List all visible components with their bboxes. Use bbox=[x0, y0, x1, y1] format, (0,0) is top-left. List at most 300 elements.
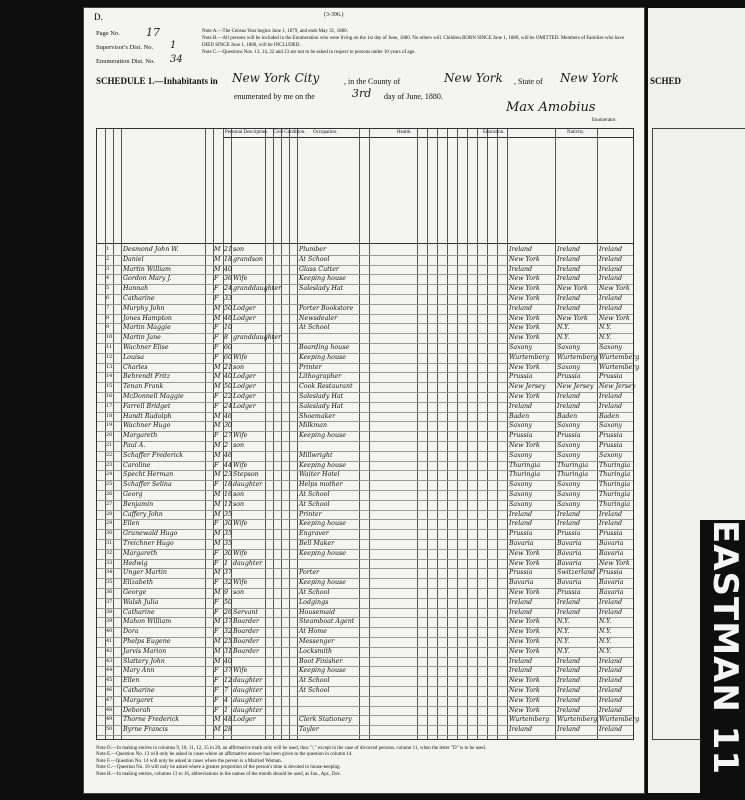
cell-mother: Thuringia bbox=[599, 481, 631, 489]
enumeration-value: 34 bbox=[170, 54, 183, 65]
cell-occ: Keeping house bbox=[299, 549, 346, 557]
cell-mother: Ireland bbox=[599, 304, 623, 312]
cell-father: Ireland bbox=[557, 304, 581, 312]
cell-birth: Wurtemberg bbox=[509, 353, 550, 361]
cell-mother: N.Y. bbox=[599, 334, 612, 342]
cell-father: Bavaria bbox=[557, 540, 582, 547]
cell-age: 37 bbox=[224, 618, 233, 626]
cell-rel: son bbox=[233, 246, 245, 253]
census-table bbox=[96, 128, 640, 740]
cell-name: Slattery John bbox=[123, 657, 165, 665]
cell-age: 24 bbox=[224, 285, 233, 293]
cell-name: Martin William bbox=[123, 265, 171, 273]
cell-birth: Prussia bbox=[509, 530, 533, 538]
cell-occ: Helps mother bbox=[299, 481, 343, 489]
cell-occ: Steamboat Agent bbox=[299, 618, 355, 626]
cell-num: 28 bbox=[106, 510, 113, 517]
cell-age: 50 bbox=[224, 383, 233, 391]
cell-mother: Thuringia bbox=[599, 500, 631, 508]
cell-sex: M bbox=[214, 412, 221, 420]
cell-father: Saxony bbox=[557, 451, 581, 459]
cell-occ: Porter bbox=[299, 569, 320, 577]
section-letter: D. bbox=[94, 12, 103, 22]
cell-rel: Boarder bbox=[233, 628, 259, 636]
cell-birth: Bavaria bbox=[509, 579, 534, 587]
cell-num: 43 bbox=[106, 657, 113, 664]
cell-birth: New York bbox=[509, 589, 540, 596]
cell-father: Saxony bbox=[557, 491, 581, 498]
cell-rel: Lodger bbox=[233, 716, 256, 724]
cell-rel: Stepson bbox=[233, 471, 259, 479]
cell-rel: Wife bbox=[233, 461, 248, 469]
cell-num: 34 bbox=[106, 569, 113, 576]
enumeration-label: Enumeration Dist. No. bbox=[96, 58, 155, 65]
cell-age: 37 bbox=[224, 569, 233, 577]
cell-age: 21 bbox=[224, 363, 233, 371]
cell-father: Saxony bbox=[557, 481, 581, 489]
cell-age: 12 bbox=[224, 677, 233, 685]
cell-age: 32 bbox=[224, 628, 233, 636]
cell-birth: New York bbox=[509, 628, 540, 636]
cell-age: 35 bbox=[224, 540, 233, 547]
cell-sex: F bbox=[214, 334, 219, 342]
cell-age: 46 bbox=[224, 412, 233, 420]
cell-age: 1 bbox=[224, 559, 229, 567]
cell-father: Saxony bbox=[557, 500, 581, 508]
cell-age: 8 bbox=[224, 334, 229, 342]
cell-birth: Ireland bbox=[509, 598, 533, 606]
cell-sex: F bbox=[214, 706, 219, 714]
cell-birth: New York bbox=[509, 706, 540, 714]
cell-occ: Keeping house bbox=[299, 667, 346, 675]
cell-age: 30 bbox=[224, 422, 233, 430]
cell-num: 22 bbox=[106, 451, 113, 458]
cell-sex: F bbox=[214, 275, 219, 283]
cell-name: Ellen bbox=[123, 520, 140, 528]
cell-father: Ireland bbox=[557, 510, 581, 518]
cell-sex: F bbox=[214, 598, 219, 606]
cell-birth: New York bbox=[509, 638, 540, 645]
cell-sex: F bbox=[214, 687, 219, 694]
cell-name: Specht Herman bbox=[123, 471, 174, 479]
cell-mother: Ireland bbox=[599, 677, 623, 685]
cell-name: Margareth bbox=[123, 549, 158, 557]
cell-mother: Ireland bbox=[599, 255, 623, 263]
cell-father: Prussia bbox=[557, 432, 581, 440]
cell-name: Margaret bbox=[123, 696, 154, 704]
cell-father: New York bbox=[557, 314, 588, 322]
cell-father: N.Y. bbox=[557, 324, 570, 332]
cell-birth: New York bbox=[509, 687, 540, 694]
cell-sex: M bbox=[214, 451, 221, 459]
cell-occ: Messenger bbox=[299, 638, 335, 645]
cell-father: Saxony bbox=[557, 363, 581, 371]
cell-name: Behrendt Fritz bbox=[123, 373, 171, 381]
enumerated-label: enumerated by me on the bbox=[234, 92, 315, 101]
note-f: Note F.—Question No. 14 will only be asked in cases where the person is a Married Woman. bbox=[96, 758, 282, 764]
cell-mother: Prussia bbox=[599, 442, 623, 449]
cell-birth: Ireland bbox=[509, 246, 533, 253]
cell-name: Desmond John W. bbox=[123, 246, 179, 253]
cell-sex: M bbox=[214, 491, 221, 498]
cell-occ: Keeping house bbox=[299, 275, 346, 283]
cell-occ: Shoemaker bbox=[299, 412, 336, 420]
cell-name: Gordon Mary J. bbox=[123, 275, 172, 283]
page-no-value: 17 bbox=[146, 26, 160, 39]
cell-name: Martin Jane bbox=[123, 334, 161, 342]
cell-rel: son bbox=[233, 442, 245, 449]
cell-father: Thuringia bbox=[557, 471, 589, 479]
cell-name: Catharine bbox=[123, 295, 155, 302]
cell-father: Ireland bbox=[557, 706, 581, 714]
cell-mother: Thuringia bbox=[599, 461, 631, 469]
cell-birth: Bavaria bbox=[509, 540, 534, 547]
cell-father: Saxony bbox=[557, 422, 581, 430]
cell-birth: New York bbox=[509, 334, 540, 342]
note-b: Note B.—All persons will be included in the Enumeration who were living on the 1st day of June, 1880. No others will. Children BORN SINCE June 1, 1880, will be OMITTED. Members of Families who have DIED SINCE June 1, 1880, will be INCLUDED. bbox=[202, 36, 625, 48]
cell-sex: M bbox=[214, 246, 221, 253]
cell-birth: Saxony bbox=[509, 500, 533, 508]
county-label: , in the County of bbox=[344, 77, 401, 86]
cell-birth: Prussia bbox=[509, 373, 533, 381]
cell-birth: New York bbox=[509, 549, 540, 557]
cell-rel: son bbox=[233, 363, 245, 371]
enumerator-signature: Max Amobius bbox=[506, 100, 596, 115]
cell-rel: daughter bbox=[233, 687, 263, 694]
cell-age: 60 bbox=[224, 344, 233, 351]
cell-mother: N.Y. bbox=[599, 647, 612, 655]
cell-birth: Saxony bbox=[509, 481, 533, 489]
cell-mother: Ireland bbox=[599, 687, 623, 694]
cell-num: 47 bbox=[106, 696, 113, 703]
cell-birth: Thuringia bbox=[509, 471, 541, 479]
cell-rel: daughter bbox=[233, 481, 263, 489]
cell-num: 48 bbox=[106, 706, 113, 713]
cell-father: Ireland bbox=[557, 402, 581, 410]
cell-rel: granddaughter bbox=[233, 334, 282, 342]
cell-birth: New York bbox=[509, 696, 540, 704]
cell-name: Hedwig bbox=[123, 559, 148, 567]
cell-father: Ireland bbox=[557, 246, 581, 253]
cell-birth: Saxony bbox=[509, 344, 533, 351]
cell-sex: F bbox=[214, 344, 219, 351]
cell-occ: Keeping house bbox=[299, 432, 346, 440]
cell-age: 50 bbox=[224, 598, 233, 606]
cell-sex: F bbox=[214, 579, 219, 587]
cell-occ: Milkman bbox=[299, 422, 328, 430]
cell-occ: Waiter Hotel bbox=[299, 471, 340, 479]
cell-father: Ireland bbox=[557, 275, 581, 283]
cell-name: Elizabeth bbox=[123, 579, 154, 587]
cell-name: Mary Ann bbox=[123, 667, 155, 675]
cell-name: Murphy John bbox=[123, 304, 165, 312]
note-a: Note A.—The Census Year begins June 1, 1879, and ends May 31, 1880. bbox=[202, 29, 348, 34]
cell-num: 4 bbox=[106, 275, 110, 282]
footer-notes bbox=[96, 746, 632, 778]
cell-sex: F bbox=[214, 324, 219, 332]
cell-age: 33 bbox=[224, 295, 233, 302]
cell-mother: Prussia bbox=[599, 432, 623, 440]
cell-num: 33 bbox=[106, 559, 113, 566]
cell-rel: grandson bbox=[233, 255, 263, 263]
cell-father: N.Y. bbox=[557, 638, 570, 645]
cell-birth: Ireland bbox=[509, 304, 533, 312]
cell-num: 35 bbox=[106, 579, 113, 586]
cell-occ: Clerk Stationery bbox=[299, 716, 352, 724]
supervisor-value: 1 bbox=[170, 40, 177, 51]
cell-sex: M bbox=[214, 716, 221, 724]
cell-father: Ireland bbox=[557, 657, 581, 665]
note-d: Note D.—In making entries in columns 9, 10, 11, 12, 15 to 20, an affirmative mark only will be used, thus "/," except in the case of divorced persons, column 11, when the letter "D" is to be used. bbox=[96, 746, 486, 751]
cell-birth: Ireland bbox=[509, 608, 533, 616]
cell-birth: Ireland bbox=[509, 265, 533, 273]
cell-rel: granddaughter bbox=[233, 285, 282, 293]
cell-father: Ireland bbox=[557, 265, 581, 273]
cell-father: Ireland bbox=[557, 393, 581, 400]
cell-mother: Wurtemberg bbox=[599, 716, 640, 724]
cell-father: Saxony bbox=[557, 442, 581, 449]
cell-father: Saxony bbox=[557, 344, 581, 351]
cell-birth: Ireland bbox=[509, 510, 533, 518]
cell-father: Bavaria bbox=[557, 549, 582, 557]
cell-occ: Keeping house bbox=[299, 520, 346, 528]
cell-num: 29 bbox=[106, 520, 113, 527]
note-e: Note E.—Question No. 13 will only be asked in cases where an affirmative answer has been given to the question in column 14. bbox=[96, 752, 353, 758]
cell-mother: Wurtemberg bbox=[599, 363, 640, 371]
cell-age: 36 bbox=[224, 275, 233, 283]
cell-occ: Porter Bookstore bbox=[299, 304, 354, 312]
cell-rel: Lodger bbox=[233, 402, 256, 410]
cell-rel: Boarder bbox=[233, 618, 259, 626]
cell-birth: Ireland bbox=[509, 667, 533, 675]
header-personal: Personal Description. bbox=[225, 130, 269, 135]
cell-mother: Ireland bbox=[599, 608, 623, 616]
cell-name: Daniel bbox=[123, 255, 144, 263]
adjacent-schedule-label: SCHED bbox=[650, 76, 682, 86]
state-label: , State of bbox=[514, 77, 543, 86]
cell-occ: Printer bbox=[299, 363, 322, 371]
month-label: day of June, 1880. bbox=[384, 92, 443, 101]
cell-sex: M bbox=[214, 255, 221, 263]
cell-sex: F bbox=[214, 696, 219, 704]
cell-mother: Ireland bbox=[599, 275, 623, 283]
cell-father: Baden bbox=[557, 412, 578, 420]
cell-rel: Wife bbox=[233, 432, 248, 440]
cell-occ: Locksmith bbox=[299, 647, 333, 655]
cell-birth: New York bbox=[509, 324, 540, 332]
cell-father: New Jersey bbox=[557, 383, 594, 391]
cell-rel: daughter bbox=[233, 696, 263, 704]
cell-num: 18 bbox=[106, 412, 113, 419]
cell-rel: son bbox=[233, 589, 245, 596]
cell-mother: Ireland bbox=[599, 667, 623, 675]
cell-rel: daughter bbox=[233, 677, 263, 685]
cell-num: 19 bbox=[106, 422, 113, 429]
cell-rel: Wife bbox=[233, 275, 248, 283]
cell-father: Ireland bbox=[557, 667, 581, 675]
cell-num: 3 bbox=[106, 265, 110, 272]
cell-name: Treichner Hugo bbox=[123, 540, 174, 547]
cell-mother: Baden bbox=[599, 412, 620, 420]
cell-num: 24 bbox=[106, 471, 113, 478]
cell-age: 35 bbox=[224, 510, 233, 518]
cell-name: Byrne Francis bbox=[123, 726, 168, 734]
cell-father: Ireland bbox=[557, 295, 581, 302]
cell-sex: M bbox=[214, 363, 221, 371]
cell-occ: Glass Cutter bbox=[299, 265, 339, 273]
cell-age: 46 bbox=[224, 314, 233, 322]
cell-birth: Wurtemberg bbox=[509, 716, 550, 724]
cell-mother: Ireland bbox=[599, 726, 623, 734]
cell-age: 40 bbox=[224, 657, 233, 665]
cell-occ: Bell Maker bbox=[299, 540, 335, 547]
cell-num: 7 bbox=[106, 304, 110, 311]
cell-age: 50 bbox=[224, 304, 233, 312]
cell-sex: M bbox=[214, 265, 221, 273]
header-occupation: Occupation. bbox=[313, 130, 338, 135]
cell-father: Bavaria bbox=[557, 579, 582, 587]
cell-num: 39 bbox=[106, 618, 113, 625]
cell-age: 22 bbox=[224, 393, 233, 400]
cell-sex: M bbox=[214, 726, 221, 734]
cell-rel: Wife bbox=[233, 667, 248, 675]
cell-father: Bavaria bbox=[557, 559, 582, 567]
cell-mother: Ireland bbox=[599, 402, 623, 410]
cell-birth: New York bbox=[509, 255, 540, 263]
cell-birth: New York bbox=[509, 559, 540, 567]
cell-mother: New York bbox=[599, 559, 630, 567]
cell-age: 10 bbox=[224, 324, 233, 332]
cell-mother: Thuringia bbox=[599, 491, 631, 498]
cell-num: 10 bbox=[106, 334, 113, 341]
cell-sex: F bbox=[214, 402, 219, 410]
cell-sex: F bbox=[214, 461, 219, 469]
header-nativity: Nativity. bbox=[567, 130, 585, 135]
cell-name: Ellen bbox=[123, 677, 140, 685]
cell-birth: Ireland bbox=[509, 726, 533, 734]
cell-age: 23 bbox=[224, 471, 233, 479]
cell-father: Ireland bbox=[557, 598, 581, 606]
cell-sex: F bbox=[214, 295, 219, 302]
cell-father: Wurtemberg bbox=[557, 716, 598, 724]
cell-age: 27 bbox=[224, 432, 233, 440]
cell-occ: Boot Finisher bbox=[299, 657, 343, 665]
cell-rel: son bbox=[233, 500, 245, 508]
cell-mother: Saxony bbox=[599, 344, 623, 351]
cell-rel: Lodger bbox=[233, 393, 256, 400]
cell-birth: New York bbox=[509, 442, 540, 449]
cell-num: 40 bbox=[106, 628, 113, 635]
cell-num: 50 bbox=[106, 726, 113, 733]
cell-mother: N.Y. bbox=[599, 618, 612, 626]
cell-sex: M bbox=[214, 373, 221, 381]
cell-rel: Lodger bbox=[233, 383, 256, 391]
cell-num: 26 bbox=[106, 491, 113, 497]
cell-sex: M bbox=[214, 471, 221, 479]
cell-sex: F bbox=[214, 628, 219, 636]
cell-occ: Saleslady Hat bbox=[299, 393, 344, 400]
cell-occ: At School bbox=[299, 500, 330, 508]
cell-birth: Ireland bbox=[509, 520, 533, 528]
cell-num: 31 bbox=[106, 540, 113, 546]
cell-sex: F bbox=[214, 285, 219, 293]
cell-sex: M bbox=[214, 383, 221, 391]
cell-num: 15 bbox=[106, 383, 113, 390]
cell-age: 4 bbox=[224, 696, 229, 704]
cell-mother: Saxony bbox=[599, 451, 623, 459]
header-education: Education. bbox=[483, 130, 505, 135]
cell-birth: New York bbox=[509, 285, 540, 293]
cell-name: Caffery John bbox=[123, 510, 163, 518]
cell-occ: Keeping house bbox=[299, 579, 346, 587]
cell-num: 38 bbox=[106, 608, 113, 615]
cell-num: 16 bbox=[106, 393, 113, 399]
cell-occ: Printer bbox=[299, 510, 322, 518]
cell-name: Handt Rudolph bbox=[123, 412, 172, 420]
cell-num: 46 bbox=[106, 687, 113, 693]
cell-name: McDonnell Maggie bbox=[123, 393, 184, 400]
cell-occ: Lodgings bbox=[299, 598, 329, 606]
cell-num: 13 bbox=[106, 363, 113, 370]
cell-name: Caroline bbox=[123, 461, 151, 469]
note-c: Note C.—Questions Nos. 13, 14, 22 and 23 are not to be asked in respect to persons under 10 years of age. bbox=[202, 50, 416, 55]
cell-mother: Prussia bbox=[599, 569, 623, 577]
cell-name: George bbox=[123, 589, 147, 596]
cell-age: 11 bbox=[224, 500, 233, 508]
cell-birth: Saxony bbox=[509, 422, 533, 430]
cell-sex: F bbox=[214, 432, 219, 440]
cell-name: Martin Maggie bbox=[123, 324, 171, 332]
cell-age: 60 bbox=[224, 353, 233, 361]
cell-age: 30 bbox=[224, 549, 233, 557]
cell-mother: Ireland bbox=[599, 295, 623, 302]
cell-father: Wurtemberg bbox=[557, 353, 598, 361]
cell-birth: New York bbox=[509, 275, 540, 283]
cell-mother: N.Y. bbox=[599, 324, 612, 332]
cell-num: 30 bbox=[106, 530, 113, 537]
cell-sex: F bbox=[214, 481, 219, 489]
cell-age: 1 bbox=[224, 706, 229, 714]
cell-mother: Ireland bbox=[599, 706, 623, 714]
cell-sex: M bbox=[214, 589, 221, 596]
cell-father: N.Y. bbox=[557, 628, 570, 636]
cell-sex: F bbox=[214, 608, 219, 616]
cell-rel: daughter bbox=[233, 706, 263, 714]
cell-sex: M bbox=[214, 647, 221, 655]
cell-mother: Ireland bbox=[599, 510, 623, 518]
cell-father: Ireland bbox=[557, 520, 581, 528]
cell-birth: New York bbox=[509, 393, 540, 400]
cell-name: Phelps Eugene bbox=[123, 638, 171, 645]
header-health: Health. bbox=[397, 130, 412, 135]
cell-age: 44 bbox=[224, 461, 233, 469]
cell-name: Thorne Frederick bbox=[123, 716, 180, 724]
cell-rel: Wife bbox=[233, 353, 248, 361]
cell-name: Jarvis Marion bbox=[123, 647, 167, 655]
cell-name: Louisa bbox=[123, 353, 145, 361]
cell-age: 30 bbox=[224, 520, 233, 528]
day-value: 3rd bbox=[352, 87, 372, 100]
cell-age: 40 bbox=[224, 265, 233, 273]
cell-occ: Keeping house bbox=[299, 353, 346, 361]
cell-mother: Ireland bbox=[599, 657, 623, 665]
cell-occ: At School bbox=[299, 255, 330, 263]
cell-birth: New York bbox=[509, 314, 540, 322]
cell-rel: son bbox=[233, 491, 245, 498]
cell-occ: Keeping house bbox=[299, 461, 346, 469]
cell-num: 11 bbox=[106, 344, 113, 350]
note-h: Note H.—In making entries, columns 13 to 16, abbreviations in the names of the month should be used, as Jan., Apr., Dec. bbox=[96, 771, 342, 777]
